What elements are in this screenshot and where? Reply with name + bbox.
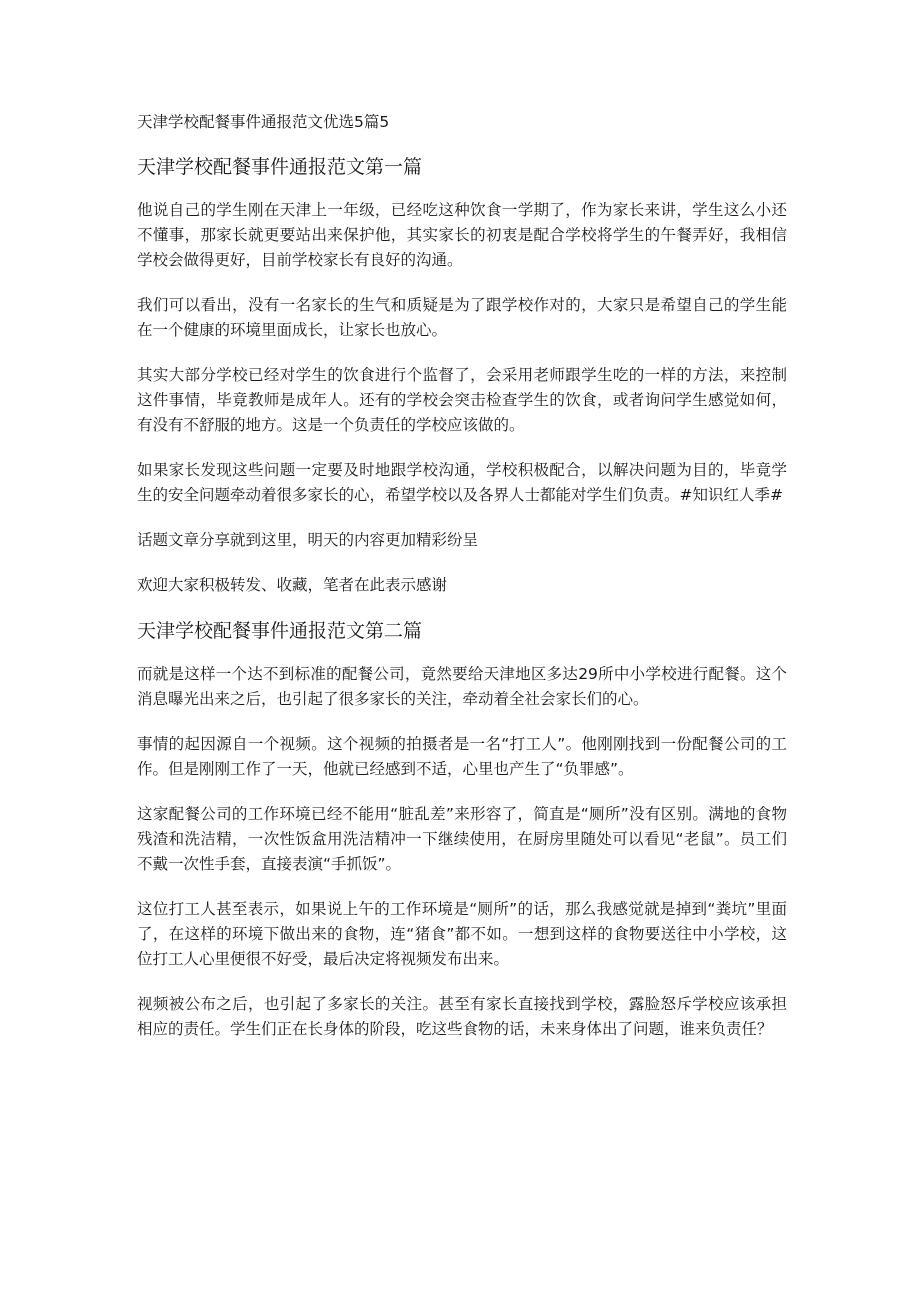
paragraph: 如果家长发现这些问题一定要及时地跟学校沟通，学校积极配合，以解决问题为目的，毕竟学生的安全问题牵动着很多家长的心，希望学校以及各界人士都能对学生们负责。#知识红人季# (137, 461, 787, 504)
paragraph: 这家配餐公司的工作环境已经不能用“脏乱差”来形容了，简直是“厕所”没有区别。满地的食物残渣和洗洁精，一次性饭盒用洗洁精冲一下继续使用，在厨房里随处可以看见“老鼠”。员工们不戴一次性手套，直接表演“手抓饭”。 (137, 805, 787, 873)
section-heading: 天津学校配餐事件通报范文第一篇 (137, 156, 423, 178)
paragraph: 而就是这样一个达不到标准的配餐公司，竟然要给天津地区多达29所中小学校进行配餐。这个消息曝光出来之后，也引起了很多家长的关注，牵动着全社会家长们的心。 (137, 665, 787, 708)
section-heading: 天津学校配餐事件通报范文第二篇 (137, 620, 423, 642)
paragraph: 话题文章分享就到这里，明天的内容更加精彩纷呈 (137, 531, 479, 549)
paragraph: 其实大部分学校已经对学生的饮食进行个监督了，会采用老师跟学生吃的一样的方法，来控制这件事情，毕竟教师是成年人。还有的学校会突击检查学生的饮食，或者询问学生感觉如何，有没有不舒服的地方。这是一个负责任的学校应该做的。 (137, 366, 787, 434)
document-title: 天津学校配餐事件通报范文优选5篇5 (137, 113, 390, 131)
paragraph: 我们可以看出，没有一名家长的生气和质疑是为了跟学校作对的，大家只是希望自己的学生能在一个健康的环境里面成长，让家长也放心。 (137, 296, 787, 339)
document-page (137, 110, 787, 1062)
paragraph: 视频被公布之后，也引起了多家长的关注。甚至有家长直接找到学校，露脸怒斥学校应该承担相应的责任。学生们正在长身体的阶段，吃这些食物的话，未来身体出了问题，谁来负责任？ (137, 995, 787, 1038)
paragraph: 事情的起因源自一个视频。这个视频的拍摄者是一名“打工人”。他刚刚找到一份配餐公司的工作。但是刚刚工作了一天，他就已经感到不适，心里也产生了“负罪感”。 (137, 735, 787, 778)
section-1 (137, 154, 787, 598)
paragraph: 欢迎大家积极转发、收藏，笔者在此表示感谢 (137, 576, 448, 594)
paragraph: 这位打工人甚至表示，如果说上午的工作环境是“厕所”的话，那么我感觉就是掉到“粪坑”里面了，在这样的环境下做出来的食物，连“猪食”都不如。一想到这样的食物要送往中小学校，这位打工人心里便很不好受，最后决定将视频发布出来。 (137, 900, 787, 968)
paragraph: 他说自己的学生刚在天津上一年级，已经吃这种饮食一学期了，作为家长来讲，学生这么小还不懂事，那家长就更要站出来保护他，其实家长的初衷是配合学校将学生的午餐弄好，我相信学校会做得更好，目前学校家长有良好的沟通。 (137, 201, 787, 269)
section-2 (137, 618, 787, 1042)
